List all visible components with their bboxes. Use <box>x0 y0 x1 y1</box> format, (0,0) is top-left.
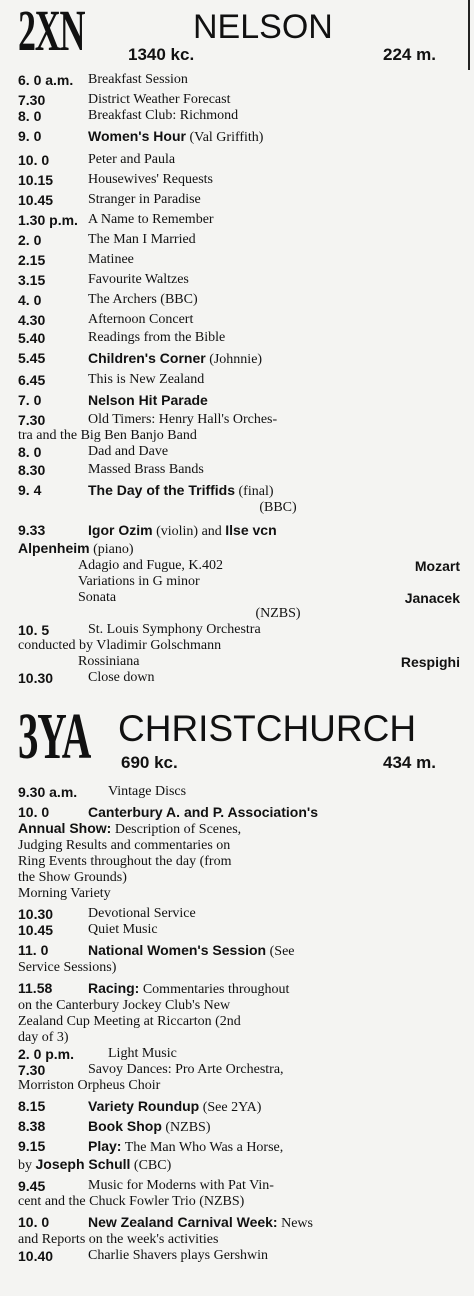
programme-entry: 10. 0 Canterbury A. and P. Association's Annual Show: Description of Scenes, Judging Results and commentaries on Ring Events throughout the day (from the Show Grounds) Morning Variety <box>18 804 318 901</box>
programme-entry: 7. 0 Nelson Hit Parade <box>18 392 208 408</box>
programme-entry: 8.15 Variety Roundup (See 2YA) <box>18 1098 262 1115</box>
programme-entry: 2. 0 p.m. Light Music <box>18 1046 177 1062</box>
station-2xn <box>18 0 468 686</box>
programme-entry: 5.45 Children's Corner (Johnnie) <box>18 350 263 367</box>
wavelength: 224 m. <box>383 45 436 64</box>
frequency: 690 kc. <box>121 753 178 772</box>
programme-entry: 6.45 This is New Zealand <box>18 372 205 388</box>
programme-entry: 2.15 Matinee <box>18 252 134 268</box>
programme-entry: 9.30 a.m. Vintage Discs <box>18 784 187 800</box>
programme-entry: 9.45 Music for Moderns with Pat Vin- cent and the Chuck Fowler Trio (NZBS) <box>18 1178 274 1209</box>
programme-entry: 9.33 Igor Ozim (violin) and Ilse vcn Alpenheim (piano) Adagio and Fugue, K.402 Mozart Variations in G minor Sonata Janacek (NZBS) <box>18 522 468 622</box>
programme-entry: 11. 0 National Women's Session (See Service Sessions) <box>18 942 295 975</box>
programme-entry: 2. 0 The Man I Married <box>18 232 196 248</box>
station-header <box>18 0 468 64</box>
programme-entry: 10.30 Devotional Service <box>18 906 196 922</box>
programme-entry: 7.30 District Weather Forecast <box>18 92 231 108</box>
callsign: 2XN <box>18 0 85 63</box>
programme-entry: 9. 4 The Day of the Triffids (final) (BBC) <box>18 482 297 515</box>
programme-entry: 8. 0 Breakfast Club: Richmond <box>18 108 239 124</box>
station-header <box>18 700 468 773</box>
programme-entry: 10.45 Stranger in Paradise <box>18 192 201 208</box>
programme-entry: 10. 0 Peter and Paula <box>18 152 176 168</box>
programme-entry: 9. 0 Women's Hour (Val Griffith) <box>18 128 264 145</box>
programme-entry: 3.15 Favourite Waltzes <box>18 272 189 288</box>
station-3ya <box>18 700 468 1264</box>
programme-entry: 7.30 Savoy Dances: Pro Arte Orchestra, Morriston Orpheus Choir <box>18 1062 284 1093</box>
work-line: Adagio and Fugue, K.402 Mozart <box>78 558 460 574</box>
city-name: NELSON <box>193 8 333 46</box>
work-line: Rossiniana Respighi <box>78 654 460 670</box>
programme-entry: 5.40 Readings from the Bible <box>18 330 226 346</box>
programme-entry: 6. 0 a.m. Breakfast Session <box>18 72 188 88</box>
programme-entry: 11.58 Racing: Commentaries throughout on the Canterbury Jockey Club's New Zealand Cup Meeting at Riccarton (2nd day of 3) <box>18 980 290 1045</box>
programme-entry: 8.38 Book Shop (NZBS) <box>18 1118 211 1135</box>
programme-entry: 10.45 Quiet Music <box>18 922 158 938</box>
programme-entry: 8. 0 Dad and Dave <box>18 444 169 460</box>
frequency: 1340 kc. <box>128 45 195 64</box>
programme-entry: 1.30 p.m. A Name to Remember <box>18 212 214 228</box>
programme-entry: 7.30 Old Timers: Henry Hall's Orches- tra and the Big Ben Banjo Band <box>18 412 278 443</box>
schedule <box>18 784 468 1264</box>
programme-entry: 10. 0 New Zealand Carnival Week: News and Reports on the week's activities <box>18 1214 313 1247</box>
callsign: 3YA <box>18 700 91 773</box>
programme-entry: 9.15 Play: The Man Who Was a Horse, by Joseph Schull (CBC) <box>18 1138 284 1173</box>
programme-entry: 10.40 Charlie Shavers plays Gershwin <box>18 1248 269 1264</box>
programme-entry: 4. 0 The Archers (BBC) <box>18 292 198 308</box>
programme-entry: 10. 5 St. Louis Symphony Orchestra conducted by Vladimir Golschmann Rossiniana Respighi <box>18 622 468 670</box>
programme-entry: 10.15 Housewives' Requests <box>18 172 214 188</box>
schedule <box>18 72 468 686</box>
programme-entry: 10.30 Close down <box>18 670 155 686</box>
programme-entry: 4.30 Afternoon Concert <box>18 312 194 328</box>
programme-entry: 8.30 Massed Brass Bands <box>18 462 204 478</box>
wavelength: 434 m. <box>383 753 436 772</box>
work-line: Sonata Janacek <box>78 590 460 606</box>
city-name: CHRISTCHURCH <box>118 708 417 749</box>
column-rule <box>468 0 470 70</box>
